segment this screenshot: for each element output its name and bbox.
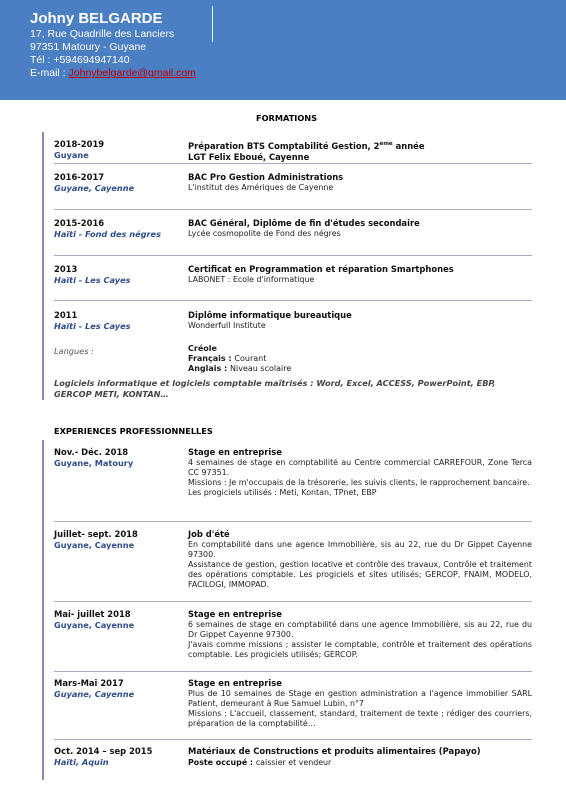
formation-place: Haïti - Les Cayes bbox=[54, 321, 131, 331]
experience-date: Nov.- Déc. 2018 bbox=[54, 447, 129, 457]
formation-school: LABONET : Ecole d'informatique bbox=[188, 275, 315, 284]
formation-school: Lycée cosmopolite de Fond des négres bbox=[188, 229, 341, 238]
header-divider bbox=[212, 6, 213, 42]
separator bbox=[54, 209, 532, 210]
formation-title: Préparation BTS Comptabilité Gestion, 2ème année bbox=[188, 140, 425, 151]
phone: Tél : +594694947140 bbox=[30, 54, 130, 66]
email-label: E-mail : bbox=[30, 67, 69, 79]
separator bbox=[54, 601, 532, 602]
experience-place: Guyane, Cayenne bbox=[54, 540, 135, 550]
address-line-2: 97351 Matoury - Guyane bbox=[30, 41, 147, 53]
formation-title: BAC Général, Diplôme de fin d'études secondaire bbox=[188, 218, 420, 228]
experience-date: Juillet- sept. 2018 bbox=[54, 529, 138, 539]
section-title-experiences: EXPERIENCES PROFESSIONNELLES bbox=[54, 426, 213, 436]
formation-place: Haïti - Fond des négres bbox=[54, 229, 161, 239]
experience-line: Assistance de gestion, gestion locative et contrôle des travaux, Contrôle et traitement des opérations comptable. Les progiciels et sites utilisés; GERCOP, FNAIM, MODELO, FACILOGI, IMMOPAD. bbox=[188, 560, 532, 589]
experiences-timeline-bar bbox=[42, 440, 44, 780]
separator bbox=[54, 521, 532, 522]
experience-place: Guyane, Matoury bbox=[54, 458, 134, 468]
experience-date: Mai- juillet 2018 bbox=[54, 609, 131, 619]
languages-label: Langues : bbox=[54, 346, 94, 356]
experience-line: J'avais comme missions ; assister le comptable, contrôle et traitement des opérations comptable. Les progiciels utilisés; GERCOP. bbox=[188, 640, 532, 659]
formation-date: 2013 bbox=[54, 264, 78, 274]
formation-date: 2015-2016 bbox=[54, 218, 105, 228]
experience-date: Mars-Mai 2017 bbox=[54, 678, 124, 688]
languages-list bbox=[188, 344, 291, 374]
email-line bbox=[30, 67, 196, 80]
language-native: Créole bbox=[188, 344, 217, 353]
experience-line: Missions : L'accueil, classement, standard, traitement de texte ; rédiger des courriers, préparation de la comptabilité… bbox=[188, 709, 532, 728]
experience-line: 4 semaines de stage en comptabilité au Centre commercial CARREFOUR, Zone Terca CC 97351. bbox=[188, 458, 532, 477]
email-link[interactable]: Johnybelgarde@gmail.com bbox=[68, 67, 196, 79]
experience-line: Les progiciels utilisés : Meti, Kontan, TPnet, EBP bbox=[188, 488, 377, 497]
formation-school: LGT Felix Eboué, Cayenne bbox=[188, 151, 310, 162]
experience-place: Guyane, Cayenne bbox=[54, 689, 135, 699]
language-english: Anglais : Niveau scolaire bbox=[188, 364, 292, 373]
software-skills: Logiciels informatique et logiciels comptable maîtrisés : Word, Excel, ACCESS, PowerPoint, EBP, GERCOP METI, KONTAN… bbox=[54, 378, 496, 399]
formation-place: Guyane, Cayenne bbox=[54, 183, 135, 193]
experience-date: Oct. 2014 – sep 2015 bbox=[54, 746, 153, 756]
experience-place: Haïti, Aquin bbox=[54, 757, 109, 767]
formation-place: Haïti - Les Cayes bbox=[54, 275, 131, 285]
separator bbox=[54, 300, 532, 301]
header-banner bbox=[0, 0, 566, 100]
experience-title: Stage en entreprise bbox=[188, 609, 282, 619]
experience-place: Guyane, Cayenne bbox=[54, 620, 135, 630]
separator bbox=[54, 671, 532, 672]
experience-title: Stage en entreprise bbox=[188, 678, 282, 688]
experience-post: Poste occupé : caissier et vendeur bbox=[188, 758, 332, 767]
address-line-1: 17, Rue Quadrille des Lanciers bbox=[30, 28, 175, 40]
experience-line: Missions : Je m'occupais de la trésorerie, les suivis clients, le rapprochement bancaire. bbox=[188, 478, 530, 487]
section-title-formations: FORMATIONS bbox=[256, 113, 318, 123]
experience-title: Job d'été bbox=[188, 529, 230, 539]
experience-line: Plus de 10 semaines de Stage en gestion administration a l'agence immobilier SARL Patient, demeurant à Rue Samuel Lubin, n°7 bbox=[188, 689, 532, 708]
formation-date: 2018-2019 bbox=[54, 139, 105, 149]
separator bbox=[54, 163, 532, 164]
formation-date: 2016-2017 bbox=[54, 172, 105, 182]
experience-line: En comptabilité dans une agence Immobilière, sis au 22, rue du Dr Gippet Cayenne 97300. bbox=[188, 540, 532, 559]
formation-title: Diplôme informatique bureautique bbox=[188, 310, 352, 320]
formation-school: L'institut des Amériques de Cayenne bbox=[188, 183, 334, 192]
experience-title: Stage en entreprise bbox=[188, 447, 282, 457]
language-french: Français : Courant bbox=[188, 354, 267, 363]
formation-place: Guyane bbox=[54, 150, 89, 160]
separator bbox=[54, 739, 532, 740]
formation-title: Certificat en Programmation et réparation Smartphones bbox=[188, 264, 454, 274]
formations-timeline-bar bbox=[42, 132, 44, 400]
formation-date: 2011 bbox=[54, 310, 78, 320]
separator bbox=[54, 255, 532, 256]
formation-title: BAC Pro Gestion Administrations bbox=[188, 172, 344, 182]
formation-school: Wonderfull Institute bbox=[188, 321, 266, 330]
candidate-name: Johny BELGARDE bbox=[30, 10, 163, 27]
experience-line: 6 semaines de stage en comptabilité dans une agence Immobilière, sis au 22, rue du Dr Gippet Cayenne 97300. bbox=[188, 620, 532, 639]
experience-title: Matériaux de Constructions et produits alimentaires (Papayo) bbox=[188, 746, 481, 756]
contact-block bbox=[30, 10, 196, 80]
